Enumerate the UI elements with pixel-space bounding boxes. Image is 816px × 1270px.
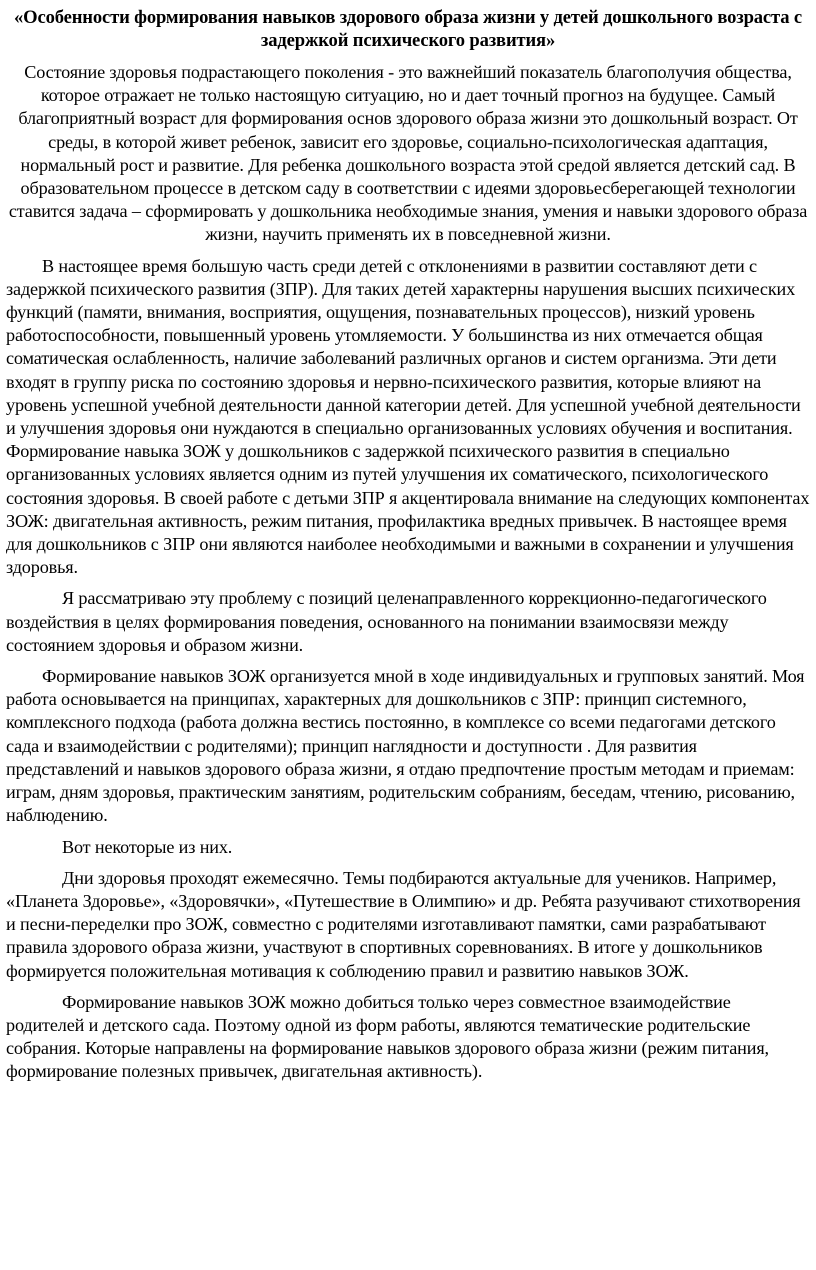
paragraph-zpr-characteristics: В настоящее время большую часть среди детей с отклонениями в развитии составляют дети с задержкой психического развития (ЗПР). Для таких детей характерны нарушения высших психических функций (памяти, внимания, восприятия, ощущения, познавательных процессов), низкий уровень работоспособности, повышенный уровень утомляемости. У большинства из них отмечается общая соматическая ослабленность, наличие заболеваний различных органов и систем организма. Эти дети входят в группу риска по состоянию здоровья и нервно-психического развития, которые влияют на уровень успешной учебной деятельности данной категории детей. Для успешной учебной деятельности и улучшения здоровья они нуждаются в специально организованных условиях обучения и воспитания. Формирование навыка ЗОЖ у дошкольников с задержкой психического развития в специально организованных условиях является одним из путей улучшения их соматического, психологического состояния здоровья. В своей работе с детьми ЗПР я акцентировала внимание на следующих компонентах ЗОЖ: двигательная активность, режим питания, профилактика вредных привычек. В настоящее время для дошкольников с ЗПР они являются наиболее необходимыми и важными в сохранении и улучшения здоровья. [6,255,810,578]
document-title: «Особенности формирования навыков здорового образа жизни у детей дошкольного возраста с задержкой психического развития» [14,7,802,51]
paragraph-parent-meetings: Формирование навыков ЗОЖ можно добиться только через совместное взаимодействие родителей и детского сада. Поэтому одной из форм работы, являются тематические родительские собрания. Которые направлены на формирование навыков здорового образа жизни (режим питания, формирование полезных привычек, двигательная активность). [6,991,769,1082]
paragraph-health-days: Дни здоровья проходят ежемесячно. Темы подбираются актуальные для учеников. Например, «Планета Здоровье», «Здоровячки», «Путешествие в Олимпию» и др. Ребята разучивают стихотворения и песни-переделки про ЗОЖ, совместно с родителями изготавливают памятки, сами разрабатывают правила здорового образа жизни, участвуют в спортивных соревнованиях. В итоге у дошкольников формируется положительная мотивация к соблюдению правил и развитию навыков ЗОЖ. [6,867,801,981]
paragraph-principles: Формирование навыков ЗОЖ организуется мной в ходе индивидуальных и групповых занятий. Моя работа основывается на принципах, характерных для дошкольников с ЗПР: принцип системного, комплексного подхода (работа должна вестись постоянно, в комплексе со всеми педагогами детского сада и взаимодействии с родителями); принцип наглядности и доступности . Для развития представлений и навыков здорового образа жизни, я отдаю предпочтение простым методам и приемам: играм, дням здоровья, практическим занятиям, родительским собраниям, беседам, чтению, рисованию, наблюдению. [6,666,805,826]
paragraph-examples-intro: Вот некоторые из них. [62,836,233,857]
paragraph-problem-approach: Я рассматриваю эту проблему с позиций целенаправленного коррекционно-педагогического воздействия в целях формирования поведения, основанного на понимании взаимосвязи между состоянием здоровья и образом жизни. [6,588,767,655]
lead-paragraph: Состояние здоровья подрастающего поколения - это важнейший показатель благополучия общества, которое отражает не только настоящую ситуацию, но и дает точный прогноз на будущее. Самый благоприятный возраст для формирования основ здорового образа жизни это дошкольный возраст. От среды, в которой живет ребенок, зависит его здоровье, социально-психологическая адаптация, нормальный рост и развитие. Для ребенка дошкольного возраста этой средой является детский сад. В образовательном процессе в детском саду в соответствии с идеями здоровьесберегающей технологии ставится задача – сформировать у дошкольника необходимые знания, умения и навыки здорового образа жизни, научить применять их в повседневной жизни. [8,62,808,245]
